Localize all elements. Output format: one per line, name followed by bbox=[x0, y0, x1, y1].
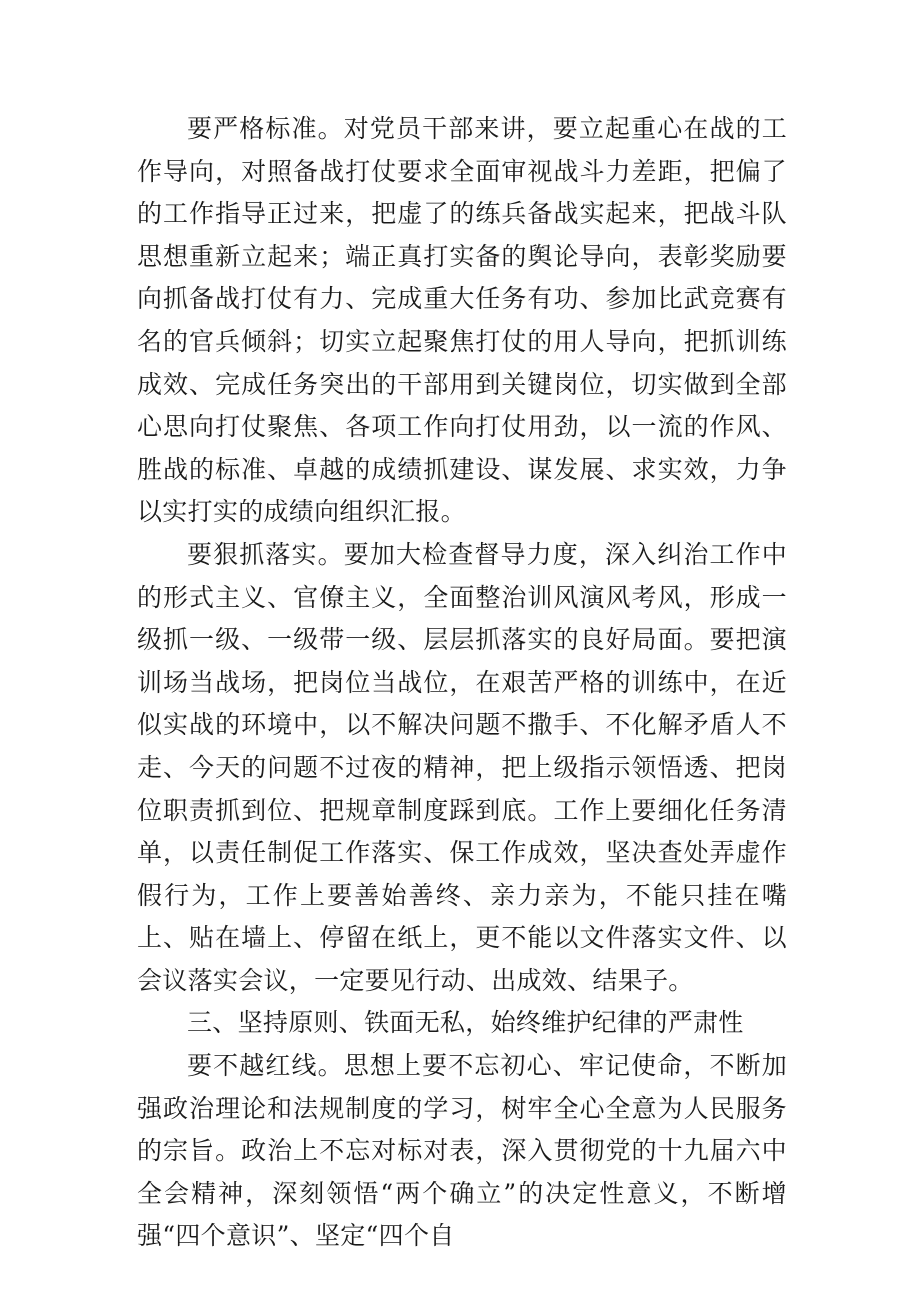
section-heading-3: 三、坚持原则、铁面无私，始终维护纪律的严肃性 bbox=[187, 1008, 744, 1038]
document-body bbox=[137, 108, 787, 1258]
paragraph-implementation: 要狠抓落实。要加大检查督导力度，深入纠治工作中的形式主义、官僚主义，全面整治训风演风考风，形成一级抓一级、一级带一级、层层抓落实的良好局面。要把演训场当战场，把岗位当战位，在艰苦严格的训练中，在近似实战的环境中，以不解决问题不撒手、不化解矛盾人不走、今天的问题不过夜的精神，把上级指示领悟透、把岗位职责抓到位、把规章制度踩到底。工作上要细化任务清单，以责任制促工作落实、保工作成效，坚决查处弄虚作假行为，工作上要善始善终、亲力亲为，不能只挂在嘴上、贴在墙上、停留在纸上，更不能以文件落实文件、以会议落实会议，一定要见行动、出成效、结果子。 bbox=[137, 539, 787, 995]
paragraph-red-line: 要不越红线。思想上要不忘初心、牢记使命，不断加强政治理论和法规制度的学习，树牢全心全意为人民服务的宗旨。政治上不忘对标对表，深入贯彻党的十九届六中全会精神，深刻领悟“两个确立”的决定性意义，不断增强“四个意识”、坚定“四个自 bbox=[137, 1051, 787, 1251]
paragraph-strict-standards: 要严格标准。对党员干部来讲，要立起重心在战的工作导向，对照备战打仗要求全面审视战斗力差距，把偏了的工作指导正过来，把虚了的练兵备战实起来，把战斗队思想重新立起来；端正真打实备的舆论导向，表彰奖励要向抓备战打仗有力、完成重大任务有功、参加比武竞赛有名的官兵倾斜；切实立起聚焦打仗的用人导向，把抓训练成效、完成任务突出的干部用到关键岗位，切实做到全部心思向打仗聚焦、各项工作向打仗用劲，以一流的作风、胜战的标准、卓越的成绩抓建设、谋发展、求实效，力争以实打实的成绩向组织汇报。 bbox=[137, 114, 787, 527]
